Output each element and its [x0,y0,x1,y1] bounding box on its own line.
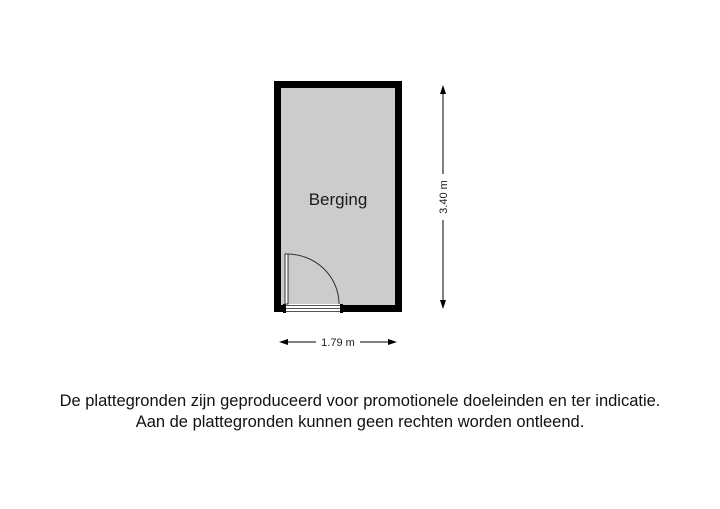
door-leaf [285,254,288,304]
width-dimension [279,337,397,349]
arrow-down-icon [440,300,446,309]
room-label: Berging [308,190,368,209]
height-dimension-label: 3.40 m [438,180,450,214]
arrow-left-icon [279,339,288,345]
disclaimer-line-1: De plattegronden zijn geproduceerd voor promotionele doeleinden en ter indicatie. [59,392,661,410]
height-dimension [438,85,450,309]
disclaimer-line-2: Aan de plattegronden kunnen geen rechten worden ontleend. [135,413,585,431]
width-dimension-label: 1.79 m [321,337,355,349]
arrow-right-icon [388,339,397,345]
door-jamb [283,304,286,313]
arrow-up-icon [440,85,446,94]
door-jamb [340,304,343,313]
